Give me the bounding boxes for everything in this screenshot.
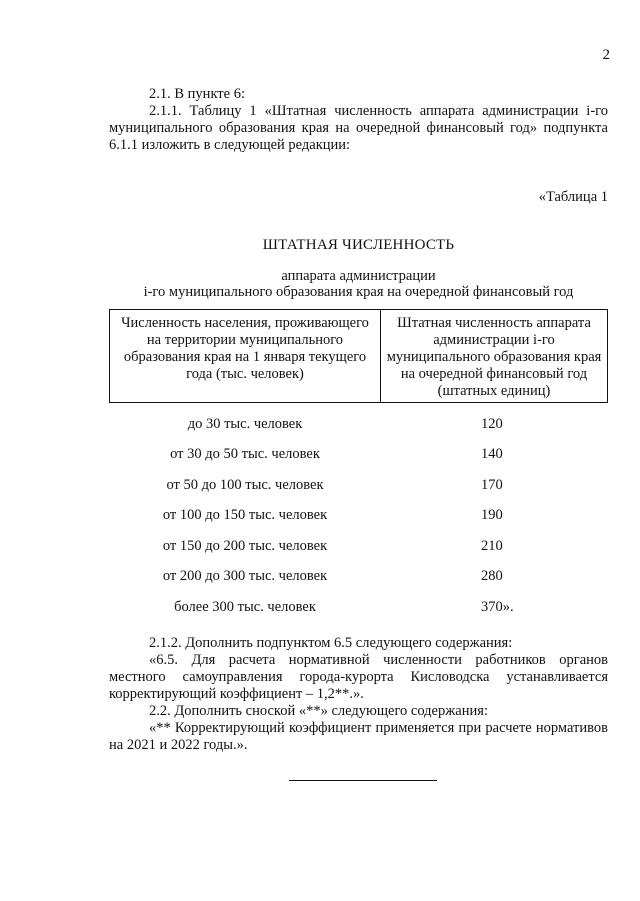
table-reference: «Таблица 1 <box>538 189 608 205</box>
cell-staff <box>381 562 608 593</box>
amendments-section <box>109 635 608 754</box>
table-row <box>110 440 608 471</box>
page-number: 2 <box>602 47 610 63</box>
cell-population: от 200 до 300 тыс. человек <box>162 568 328 585</box>
table-row <box>110 531 608 562</box>
staff-value: 190 <box>481 507 503 524</box>
paragraph-2-1: 2.1. В пункте 6: <box>149 86 245 102</box>
cell-staff <box>381 470 608 501</box>
staff-value: 280 <box>481 568 503 585</box>
cell-staff <box>381 592 608 623</box>
cell-population: от 150 до 200 тыс. человек <box>162 537 328 554</box>
cell-staff <box>381 501 608 532</box>
staff-value: 170 <box>481 476 503 493</box>
paragraph-2-1-2: 2.1.2. Дополнить подпунктом 6.5 следующего содержания: <box>149 634 513 651</box>
paragraph-6-5: «6.5. Для расчета нормативной численности работников органов местного самоуправления города-курорта Кисловодска устанавливается корректирующий коэффициент – 1,2**.». <box>109 651 608 702</box>
cell-staff <box>381 531 608 562</box>
table-header-row <box>110 310 608 403</box>
cell-population: до 30 тыс. человек <box>187 415 303 432</box>
staff-value: 120 <box>481 415 503 432</box>
table-row <box>110 501 608 532</box>
paragraph-2-1-1: 2.1.1. Таблицу 1 «Штатная численность аппарата администрации i-го муниципального образования края на очередной финансовый год» подпункта 6.1.1 изложить в следующей редакции: <box>109 103 608 153</box>
table-row <box>110 470 608 501</box>
cell-population: от 100 до 150 тыс. человек <box>162 507 328 524</box>
paragraph-2-2: 2.2. Дополнить сноской «**» следующего содержания: <box>149 702 488 719</box>
table-subtitle <box>109 268 608 300</box>
staff-value: 140 <box>481 446 503 463</box>
closing-divider <box>289 780 437 781</box>
table-row <box>110 592 608 623</box>
table-row <box>110 403 608 440</box>
staff-value: 210 <box>481 537 503 554</box>
table-title: ШТАТНАЯ ЧИСЛЕННОСТЬ <box>262 237 455 253</box>
table-row <box>110 562 608 593</box>
staff-value: 370». <box>481 598 514 615</box>
table-subtitle-line-2: i-го муниципального образования края на очередной финансовый год <box>143 284 574 300</box>
cell-population: более 300 тыс. человек <box>174 598 316 615</box>
cell-staff <box>381 440 608 471</box>
staff-table <box>109 309 608 623</box>
footnote-text: «** Корректирующий коэффициент применяется при расчете нормативов на 2021 и 2022 годы.». <box>109 719 608 753</box>
header-staff: Штатная численность аппарата администрации i-го муниципального образования края на очередной финансовый год (штатных единиц) <box>381 310 608 403</box>
cell-population: от 50 до 100 тыс. человек <box>166 476 324 493</box>
table-subtitle-line-1: аппарата администрации <box>281 268 436 284</box>
document-body <box>109 86 608 754</box>
cell-staff <box>381 403 608 440</box>
cell-population: от 30 до 50 тыс. человек <box>170 446 320 463</box>
header-population: Численность населения, проживающего на территории муниципального образования края на 1 января текущего года (тыс. человек) <box>110 310 381 403</box>
